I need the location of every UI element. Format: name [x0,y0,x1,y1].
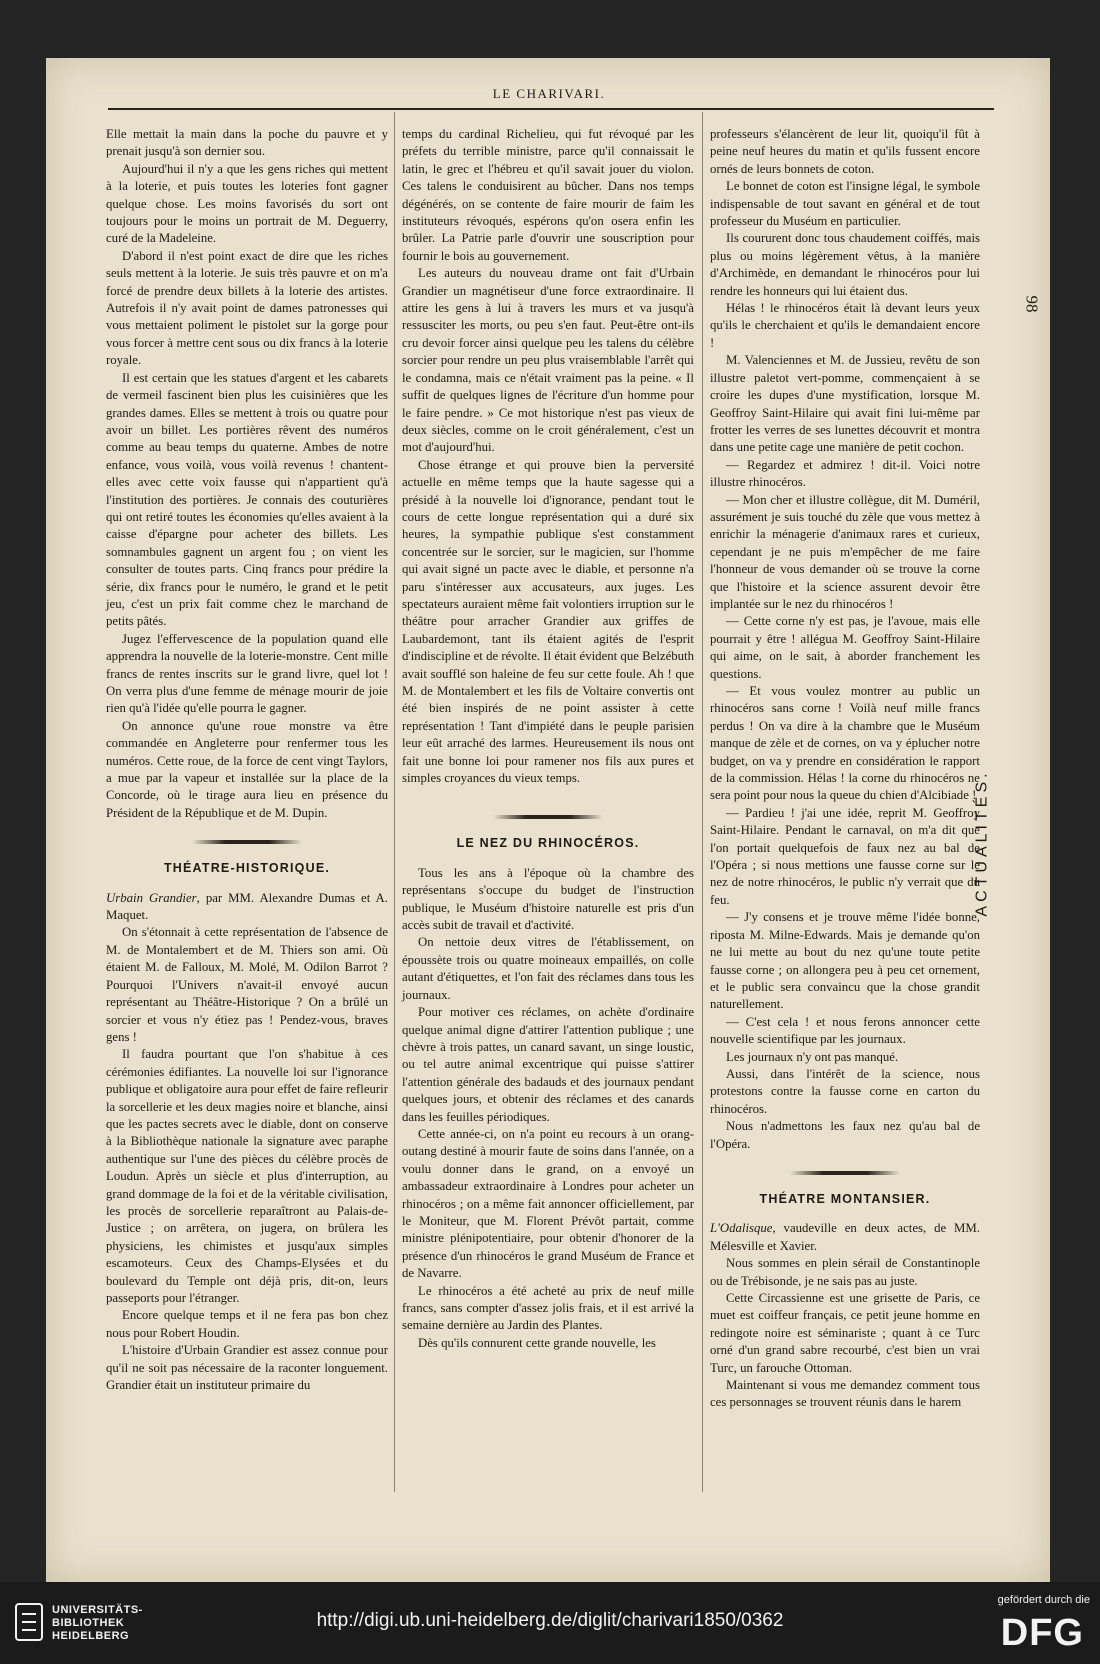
paragraph: Pour motiver ces réclames, on achète d'ordinaire quelque animal digne d'attirer l'attention publique ; une chèvre à trois pattes, un canard savant, un singe loustic, ou tel autre animal excentrique qui puisse s'attirer l'attention générale des badauds et des journaux pendant quelques jours, et obtenir des réclames et des canards dans les feuilles périodiques. [402,1005,694,1124]
paragraph: Tous les ans à l'époque où la chambre des représentans s'occupe du budget de l'instruction publique, le Muséum d'histoire naturelle est pris d'un accès subit de travail et d'activité. [402,865,694,933]
page-header-title: LE CHARIVARI. [492,86,606,101]
paragraph: — Et vous voulez montrer au public un rhinocéros sans corne ! Voilà neuf mille francs perdus ! On va dire à la chambre que le Muséum manque de zèle et de cornes, on va y éplucher notre budget, on va y prendre en considération le rapport de la commission. Hélas ! la corne du rhinocéros ne sera point pour nous la queue du chien d'Alcibiade ! [710,684,980,803]
paragraph: Nous n'admettons les faux nez qu'au bal de l'Opéra. [710,1119,980,1151]
section-title-nez-rhinoceros: LE NEZ DU RHINOCÉROS. [456,836,640,851]
page-number: 98 [1022,295,1042,313]
paragraph: Jugez l'effervescence de la population quand elle apprendra la nouvelle de la loterie-monstre. Cent mille francs de rentes inscrits sur le grand livre, quel lot ! On verra plus d'une femme de ménage mourir de joie rien qu'à l'idée qu'elle pourra le gagner. [106,631,388,716]
paragraph: On nettoie deux vitres de l'établissement, on époussète trois ou quatre moineaux empaillés, on colle autant d'étiquettes, et l'on fait des réclames dans tous les journaux. [402,935,694,1002]
section-ornament [493,815,603,819]
paragraph: Elle mettait la main dans la poche du pauvre et y prenait jusqu'à son dernier sou. [106,127,388,159]
paragraph: Le rhinocéros a été acheté au prix de neuf mille francs, sans compter d'assez jolis frais, et il est arrivé la semaine dernière au Jardin des Plantes. [402,1283,694,1333]
header-rule [108,108,994,110]
section-title-theatre-historique: THÉATRE-HISTORIQUE. [163,861,331,876]
newspaper-page [46,58,1050,1582]
paragraph: Chose étrange et qui prouve bien la perversité actuelle en même temps que la haute sagesse qui a présidé à la nouvelle loi d'ignorance, pendant tout le cours de cette longue représentation qui a duré six heures, la sympathie publique s'est constamment concentrée sur le sorcier, sur le magicien, sur l'homme qui avait signé un pacte avec le diable, et personne n'a paru s'intéresser aux accusateurs, aux juges. Les spectateurs auraient même fait volontiers irruption sur le théâtre pour arracher Grandier aux griffes de Laubardemont, tant ils étaient agités de l'esprit d'indiscipline et de révolte. Il était évident que Belzébuth avait soufflé son haleine de feu sur cette foule. Ah ! que M. de Montalembert et les fils de Voltaire convertis ont été bien inspirés de ne point assister à cette représentation ! Tant d'impiété dans le peuple parisien leur eût arraché des larmes. Heureusement ils nous ont fait une bonne loi pour ramener nos fils aux pures et simples croyances du vieux temps. [402,457,694,786]
play-title: L'Odalisque [710,1221,773,1236]
paragraph: M. Valenciennes et M. de Jussieu, revêtu de son illustre paletot vert-pomme, commençaient à se croire les dupes d'une mystification, lorsque M. Geoffroy Saint-Hilaire qui avait fini lui-même par frotter les verres de ses lunettes découvrit et montra dans une petite cage une manière de petit cochon. [710,353,980,455]
paragraph: Ils coururent donc tous chaudement coiffés, mais plus ou moins légèrement vêtus, à la manière d'Archimède, en demandant le rhinocéros pour lui rendre les honneurs qui lui étaient dus. [710,231,980,298]
column-1 [106,126,388,1394]
paragraph: Cette année-ci, on n'a point eu recours à un orang-outang destiné à mourir faute de soins dans l'année, on a voulu donner dans le grand, on a envoyé un ambassadeur extraordinaire à Londres pour acheter un rhinocéros ; on a même fait annoncer officiellement, par le Moniteur, que M. Florent Prévôt partait, comme ministre plénipotentiaire, pour obtenir d'honorer de la présence d'un rhinocéros le grand Muséum de France et de Navarre. [402,1126,694,1281]
funded-by-label: gefördert durch die [997,1594,1090,1606]
column-3 [710,126,980,1412]
paragraph: — C'est cela ! et nous ferons annoncer cette nouvelle scientifique par les journaux. [710,1014,980,1047]
column-divider [702,112,703,1492]
paragraph: L'histoire d'Urbain Grandier est assez connue pour qu'il ne soit pas nécessaire de la raconter longuement. Grandier était un instituteur primaire du [106,1343,388,1393]
paragraph: Les journaux n'y ont pas manqué. [726,1049,899,1064]
paragraph: — Cette corne n'y est pas, je l'avoue, mais elle pourrait y être ! allégua M. Geoffroy Saint-Hilaire qui aime, on le sait, à aborder franchement les questions. [710,614,980,681]
paragraph: — Mon cher et illustre collègue, dit M. Duméril, assurément je suis touché du zèle que vous mettez à enrichir la ménagerie d'animaux rares et curieux, cependant je ne puis m'empêcher de me faire l'honneur de vous demander où se trouve la corne que l'histoire et la science assurent devoir être implantée sur le nez du rhinocéros ! [710,492,980,611]
paragraph: Maintenant si vous me demandez comment tous ces personnages se trouvent réunis dans le harem [710,1378,980,1410]
side-label: ACTUALITÉS. [973,769,991,917]
play-title: Urbain Grandier [106,890,197,905]
paragraph: — Regardez et admirez ! dit-il. Voici notre illustre rhinocéros. [710,457,980,490]
paragraph: Nous sommes en plein sérail de Constantinople ou de Trébisonde, je ne sais pas au juste. [710,1256,980,1288]
paragraph: On annonce qu'une roue monstre va être commandée en Angleterre pour renfermer tous les numéros. Cette roue, de la force de cent vingt Taylors, a mue par la vapeur et installée sur la place de la Concorde, où le tirage aura lieu en présence du Président de la République et de M. Dupin. [106,718,388,820]
paragraph: Les auteurs du nouveau drame ont fait d'Urbain Grandier un magnétiseur d'une force extraordinaire. Il attire les gens à lui à travers les murs et va jusqu'à ressusciter les morts, ou peu s'en faut. Peut-être ont-ils cru devoir forcer ainsi quelque peu les talens du célèbre sorcier pour rendre un peu plus vraisemblable l'arrêt qui le condamna, mais ce n'était vraiment pas la peine. « Il suffit de quelques lignes de l'écriture d'un homme pour le faire pendre. » Ce mot historique n'est pas vieux de deux siècles, comme on le croit généralement, c'est un mot d'aujourd'hui. [402,266,694,455]
paragraph: Hélas ! le rhinocéros était là devant leurs yeux qu'ils le cherchaient et qu'ils le demandaient encore ! [710,301,980,350]
column-divider [394,112,395,1492]
institution-line: UNIVERSITÄTS- [52,1604,143,1616]
footer-bar [0,1582,1100,1664]
paragraph: On s'étonnait à cette représentation de l'absence de M. de Montalembert et de M. Thiers son ami. Où étaient M. de Falloux, M. Molé, M. Odilon Barrot ? Pourquoi l'Univers n'avait-il envoyé aucun représentant au Théâtre-Historique ? On a brûlé un sorcier et vous n'y étiez pas ! Pendez-vous, braves gens ! [106,925,388,1044]
paragraph: Dès qu'ils connurent cette grande nouvelle, les [418,1335,656,1350]
paragraph: D'abord il n'est point exact de dire que les riches seuls mettent à la loterie. Je suis très pauvre et on m'a forcé de prendre deux billets à la loterie des artistes. Autrefois il n'y avait point de dames patronesses qui vous mettaient poliment le pistolet sur la gorge pour vous forcer à mettre cent sous ou dix francs à la loterie royale. [106,248,388,368]
paragraph: temps du cardinal Richelieu, qui fut révoqué par les préfets du terrible ministre, parce qu'il connaissait le latin, le grec et l'hébreu et qu'il savait jouer du violon. Ces talens le conduisirent au bûcher. Dans nos temps dégénérés, on se contente de faire mourir de faim les instituteurs révoqués, espérons qu'on osera enfin les brûler. La Patrie parle d'ouvrir une souscription pour fournir le bois au gouvernement. [402,127,694,263]
paragraph: Cette Circassienne est une grisette de Paris, ce muet est coiffeur français, ce petit jeune homme en redingote noire est séminariste ; quant à ce Turc orné d'un grand sabre recourbé, c'est bien un vrai Turc, un farouche Ottoman. [710,1291,980,1375]
paragraph: Il faudra pourtant que l'on s'habitue à ces cérémonies édifiantes. La nouvelle loi sur l'ignorance publique et obligatoire aura pour effet de faire refleurir la sorcellerie et les deux magies noire et blanche, ainsi que les pactes secrets avec le diable, dont on conserve à la Bibliothèque nationale la signature avec paraphe authentique sur l'une des pièces du célèbre procès de Loudun. Après un siècle et plus d'interruption, au grand dommage de la foi et de la véritable civilisation, les procès de sorcellerie reparaîtront au Palais-de-Justice ; on arrêtera, on jugera, on brûlera les physiciens, les chimistes et jusqu'aux simples escamoteurs. Ceux des Champs-Elysées et du boulevard du Temple ont déjà pris, dit-on, leurs passeports pour l'étranger. [106,1047,388,1305]
byline-authors: , vaudeville en deux actes, de MM. Mélesville et Xavier. [710,1221,980,1253]
paragraph: Encore quelque temps et il ne fera pas bon chez nous pour Robert Houdin. [106,1308,388,1340]
paragraph: — Pardieu ! j'ai une idée, reprit M. Geoffroy Saint-Hilaire. Pendant le carnaval, on m'a dit que l'on portait quelquefois de faux nez au bal de l'Opéra ; si nous mettions une fausse corne sur le nez de notre rhinocéros, le public n'y verrait que du feu. [710,805,980,907]
paragraph: Il est certain que les statues d'argent et les cabarets de vermeil fascinent bien plus les cuisinières que les grandes dames. Elles se mettent à trois ou quatre pour avoir un billet. Les portières rêvent des numéros comme au beau temps du quaterne. Ambes de notre enfance, vous voilà, vous voilà revenus ! chantent-elles avec cette voix fausse qui n'appartient qu'à l'institution des portières. Je connais des couturières qui ont retiré toutes les économies qu'elles avaient à la caisse d'épargne pour acheter des billets. Les somnambules gagnent un argent fou ; on vient les consulter de toutes parts. Cinq francs pour prédire la série, dix francs pour le numéro, le grand et le petit jeu, c'est un prix fait comme chez le marchand de petits pâtés. [106,370,388,629]
paragraph: — J'y consens et je trouve même l'idée bonne, riposta M. Milne-Edwards. Mais je demande qu'on ne lui mette au bout du nez qu'une toute petite fausse corne ; on allongera peu à peu cet ornement, et le public sera convaincu que la chose grandit naturellement. [710,910,980,1012]
section-ornament [192,840,302,844]
section-title-theatre-montansier: THÉATRE MONTANSIER. [759,1191,931,1206]
paragraph: Le bonnet de coton est l'insigne légal, le symbole indispensable de tout savant en général et de tout professeur du Muséum en particulier. [710,179,980,229]
paragraph: Aujourd'hui il n'y a que les gens riches qui mettent à la loterie, et puis toutes les loteries font gagner quelque chose. Les moins favorisés du sort ont toujours pour le moins un portrait de M. Deguerry, curé de la Madeleine. [106,161,388,246]
review-byline [710,1220,980,1255]
section-ornament [790,1171,900,1175]
institution-line: HEIDELBERG [52,1630,130,1642]
byline-authors: , par MM. Alexandre Dumas et A. Maquet. [106,890,388,923]
paragraph: Aussi, dans l'intérêt de la science, nous protestons contre la fausse corne en carton du rhinocéros. [710,1066,980,1116]
column-2 [402,126,694,1352]
dfg-logo: DFG [1000,1612,1084,1654]
institution-line: BIBLIOTHEK [52,1617,125,1629]
paragraph: professeurs s'élancèrent de leur lit, quoiqu'il fût à peine neuf heures du matin et qu'ils fussent encore ornés de leurs bonnets de coton. [710,127,980,176]
review-byline [106,890,388,925]
source-url-link[interactable]: http://digi.ub.uni-heidelberg.de/diglit/charivari1850/0362 [316,1610,784,1631]
